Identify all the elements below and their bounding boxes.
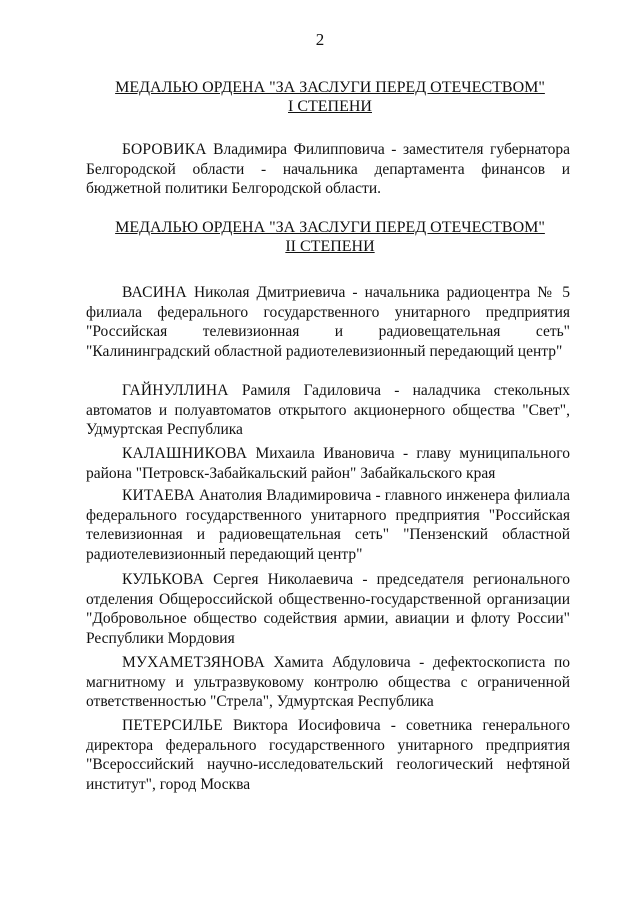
section-heading-degree: I СТЕПЕНИ bbox=[288, 98, 372, 115]
page-number: 2 bbox=[315, 30, 325, 49]
recipient-surname: ПЕТЕРСИЛЬЕ bbox=[122, 717, 223, 734]
award-entry bbox=[86, 381, 570, 440]
award-entry bbox=[86, 570, 570, 648]
recipient-surname: МУХАМЕТЗЯНОВА bbox=[122, 654, 265, 671]
section-heading-degree-2 bbox=[80, 218, 580, 256]
recipient-surname: КУЛЬКОВА bbox=[122, 571, 204, 588]
recipient-details: Рамиля Гадиловича - наладчика стекольных автоматов и полуавтоматов открытого акционерного общества "Свет", Удмуртская Республика bbox=[86, 382, 570, 439]
section-heading-degree-1 bbox=[80, 78, 580, 116]
award-entry bbox=[86, 444, 570, 483]
award-entry bbox=[86, 716, 570, 794]
recipient-surname: КИТАЕВА bbox=[122, 487, 195, 504]
recipient-surname: КАЛАШНИКОВА bbox=[122, 445, 248, 462]
award-entry bbox=[86, 283, 570, 361]
award-entry bbox=[86, 140, 570, 199]
section-heading-line: МЕДАЛЬЮ ОРДЕНА "ЗА ЗАСЛУГИ ПЕРЕД ОТЕЧЕСТВОМ" bbox=[115, 79, 545, 96]
recipient-details: Владимира Филипповича - заместителя губернатора Белгородской области - начальника департамента финансов и бюджетной политики Белгородской области. bbox=[86, 141, 570, 198]
recipient-details: Николая Дмитриевича - начальника радиоцентра № 5 филиала федерального государственного унитарного предприятия "Российская телевизионная и радиовещательная сеть" "Калининградский областной радиотелевизионный передающий центр" bbox=[86, 284, 570, 360]
recipient-surname: ГАЙНУЛЛИНА bbox=[122, 382, 229, 399]
recipient-surname: БОРОВИКА bbox=[122, 141, 207, 158]
section-heading-line: МЕДАЛЬЮ ОРДЕНА "ЗА ЗАСЛУГИ ПЕРЕД ОТЕЧЕСТВОМ" bbox=[115, 219, 545, 236]
recipient-details: Михаила Ивановича - главу муниципального района "Петровск-Забайкальский район" Забайкальского края bbox=[86, 445, 570, 482]
recipient-details: Виктора Иосифовича - советника генерального директора федерального государственного унитарного предприятия "Всероссийский научно-исследовательский геологический нефтяной институт", город Москва bbox=[86, 717, 570, 793]
recipient-details: Анатолия Владимировича - главного инженера филиала федерального государственного унитарного предприятия "Российская телевизионная и радиовещательная сеть" "Пензенский областной радиотелевизионный передающий центр" bbox=[86, 487, 570, 563]
section-heading-degree: II СТЕПЕНИ bbox=[285, 238, 375, 255]
recipient-details: Сергея Николаевича - председателя регионального отделения Общероссийской общественно-государственной организации "Добровольное общество содействия армии, авиации и флоту России" Республики Мордовия bbox=[86, 571, 570, 647]
recipient-details: Хамита Абдуловича - дефектоскописта по магнитному и ультразвуковому контролю общества с ограниченной ответственностью "Стрела", Удмуртская Республика bbox=[86, 654, 570, 711]
award-entry bbox=[86, 653, 570, 712]
award-entry bbox=[86, 486, 570, 564]
recipient-surname: ВАСИНА bbox=[122, 284, 187, 301]
